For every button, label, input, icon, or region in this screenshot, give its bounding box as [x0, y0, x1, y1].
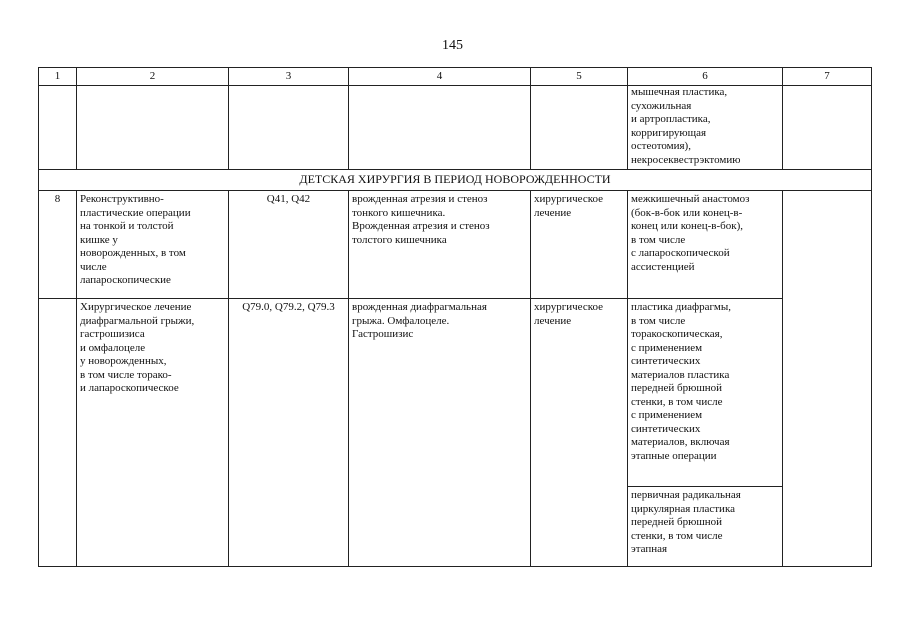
- table-cell: [349, 86, 531, 170]
- column-header: 7: [783, 68, 872, 86]
- table-cell: [783, 86, 872, 170]
- patient-model-cell: врожденная атрезия и стеноз тонкого кишечника. Врожденная атрезия и стеноз толстого кишечника: [349, 191, 531, 299]
- method-cell: мышечная пластика, сухожильная и артропластика, корригирующая остеотомия), некросеквестрэктомию: [628, 86, 783, 170]
- method-cell: первичная радикальная циркулярная пластика передней брюшной стенки, в том числе этапная: [628, 487, 783, 567]
- method-cell: межкишечный анастомоз (бок-в-бок или конец-в- конец или конец-в-бок), в том числе с лапароскопической ассистенцией: [628, 191, 783, 299]
- medical-care-table: [38, 67, 872, 567]
- table-cell: [77, 86, 229, 170]
- table-cell: [39, 86, 77, 170]
- column-header: 4: [349, 68, 531, 86]
- page-number: 145: [442, 38, 463, 53]
- table-cell: [39, 299, 77, 567]
- column-header: 6: [628, 68, 783, 86]
- patient-model-cell: врожденная диафрагмальная грыжа. Омфалоцеле. Гастрошизис: [349, 299, 531, 567]
- column-header: 2: [77, 68, 229, 86]
- table-row: [39, 191, 872, 299]
- icd-codes-cell: Q41, Q42: [229, 191, 349, 299]
- row-number: 8: [39, 191, 77, 299]
- column-header: 5: [531, 68, 628, 86]
- method-cell: пластика диафрагмы, в том числе торакоскопическая, с применением синтетических материалов пластика передней брюшной стенки, в том числе с применением синтетических материалов, включая этапные операции: [628, 299, 783, 487]
- column-header: 1: [39, 68, 77, 86]
- service-name-cell: Хирургическое лечение диафрагмальной грыжи, гастрошизиса и омфалоцеле у новорожденных, в том числе торако- и лапароскопическое: [77, 299, 229, 567]
- treatment-type-cell: хирургическое лечение: [531, 299, 628, 567]
- continuation-row: [39, 86, 872, 170]
- section-row: [39, 170, 872, 191]
- table-cell: [783, 191, 872, 567]
- treatment-type-cell: хирургическое лечение: [531, 191, 628, 299]
- table-row: [39, 299, 872, 487]
- table-cell: [531, 86, 628, 170]
- table-cell: [229, 86, 349, 170]
- column-number-row: [39, 68, 872, 86]
- section-title: ДЕТСКАЯ ХИРУРГИЯ В ПЕРИОД НОВОРОЖДЕННОСТИ: [39, 170, 872, 191]
- icd-codes-cell: Q79.0, Q79.2, Q79.3: [229, 299, 349, 567]
- column-header: 3: [229, 68, 349, 86]
- service-name-cell: Реконструктивно- пластические операции на тонкой и толстой кишке у новорожденных, в том числе лапароскопические: [77, 191, 229, 299]
